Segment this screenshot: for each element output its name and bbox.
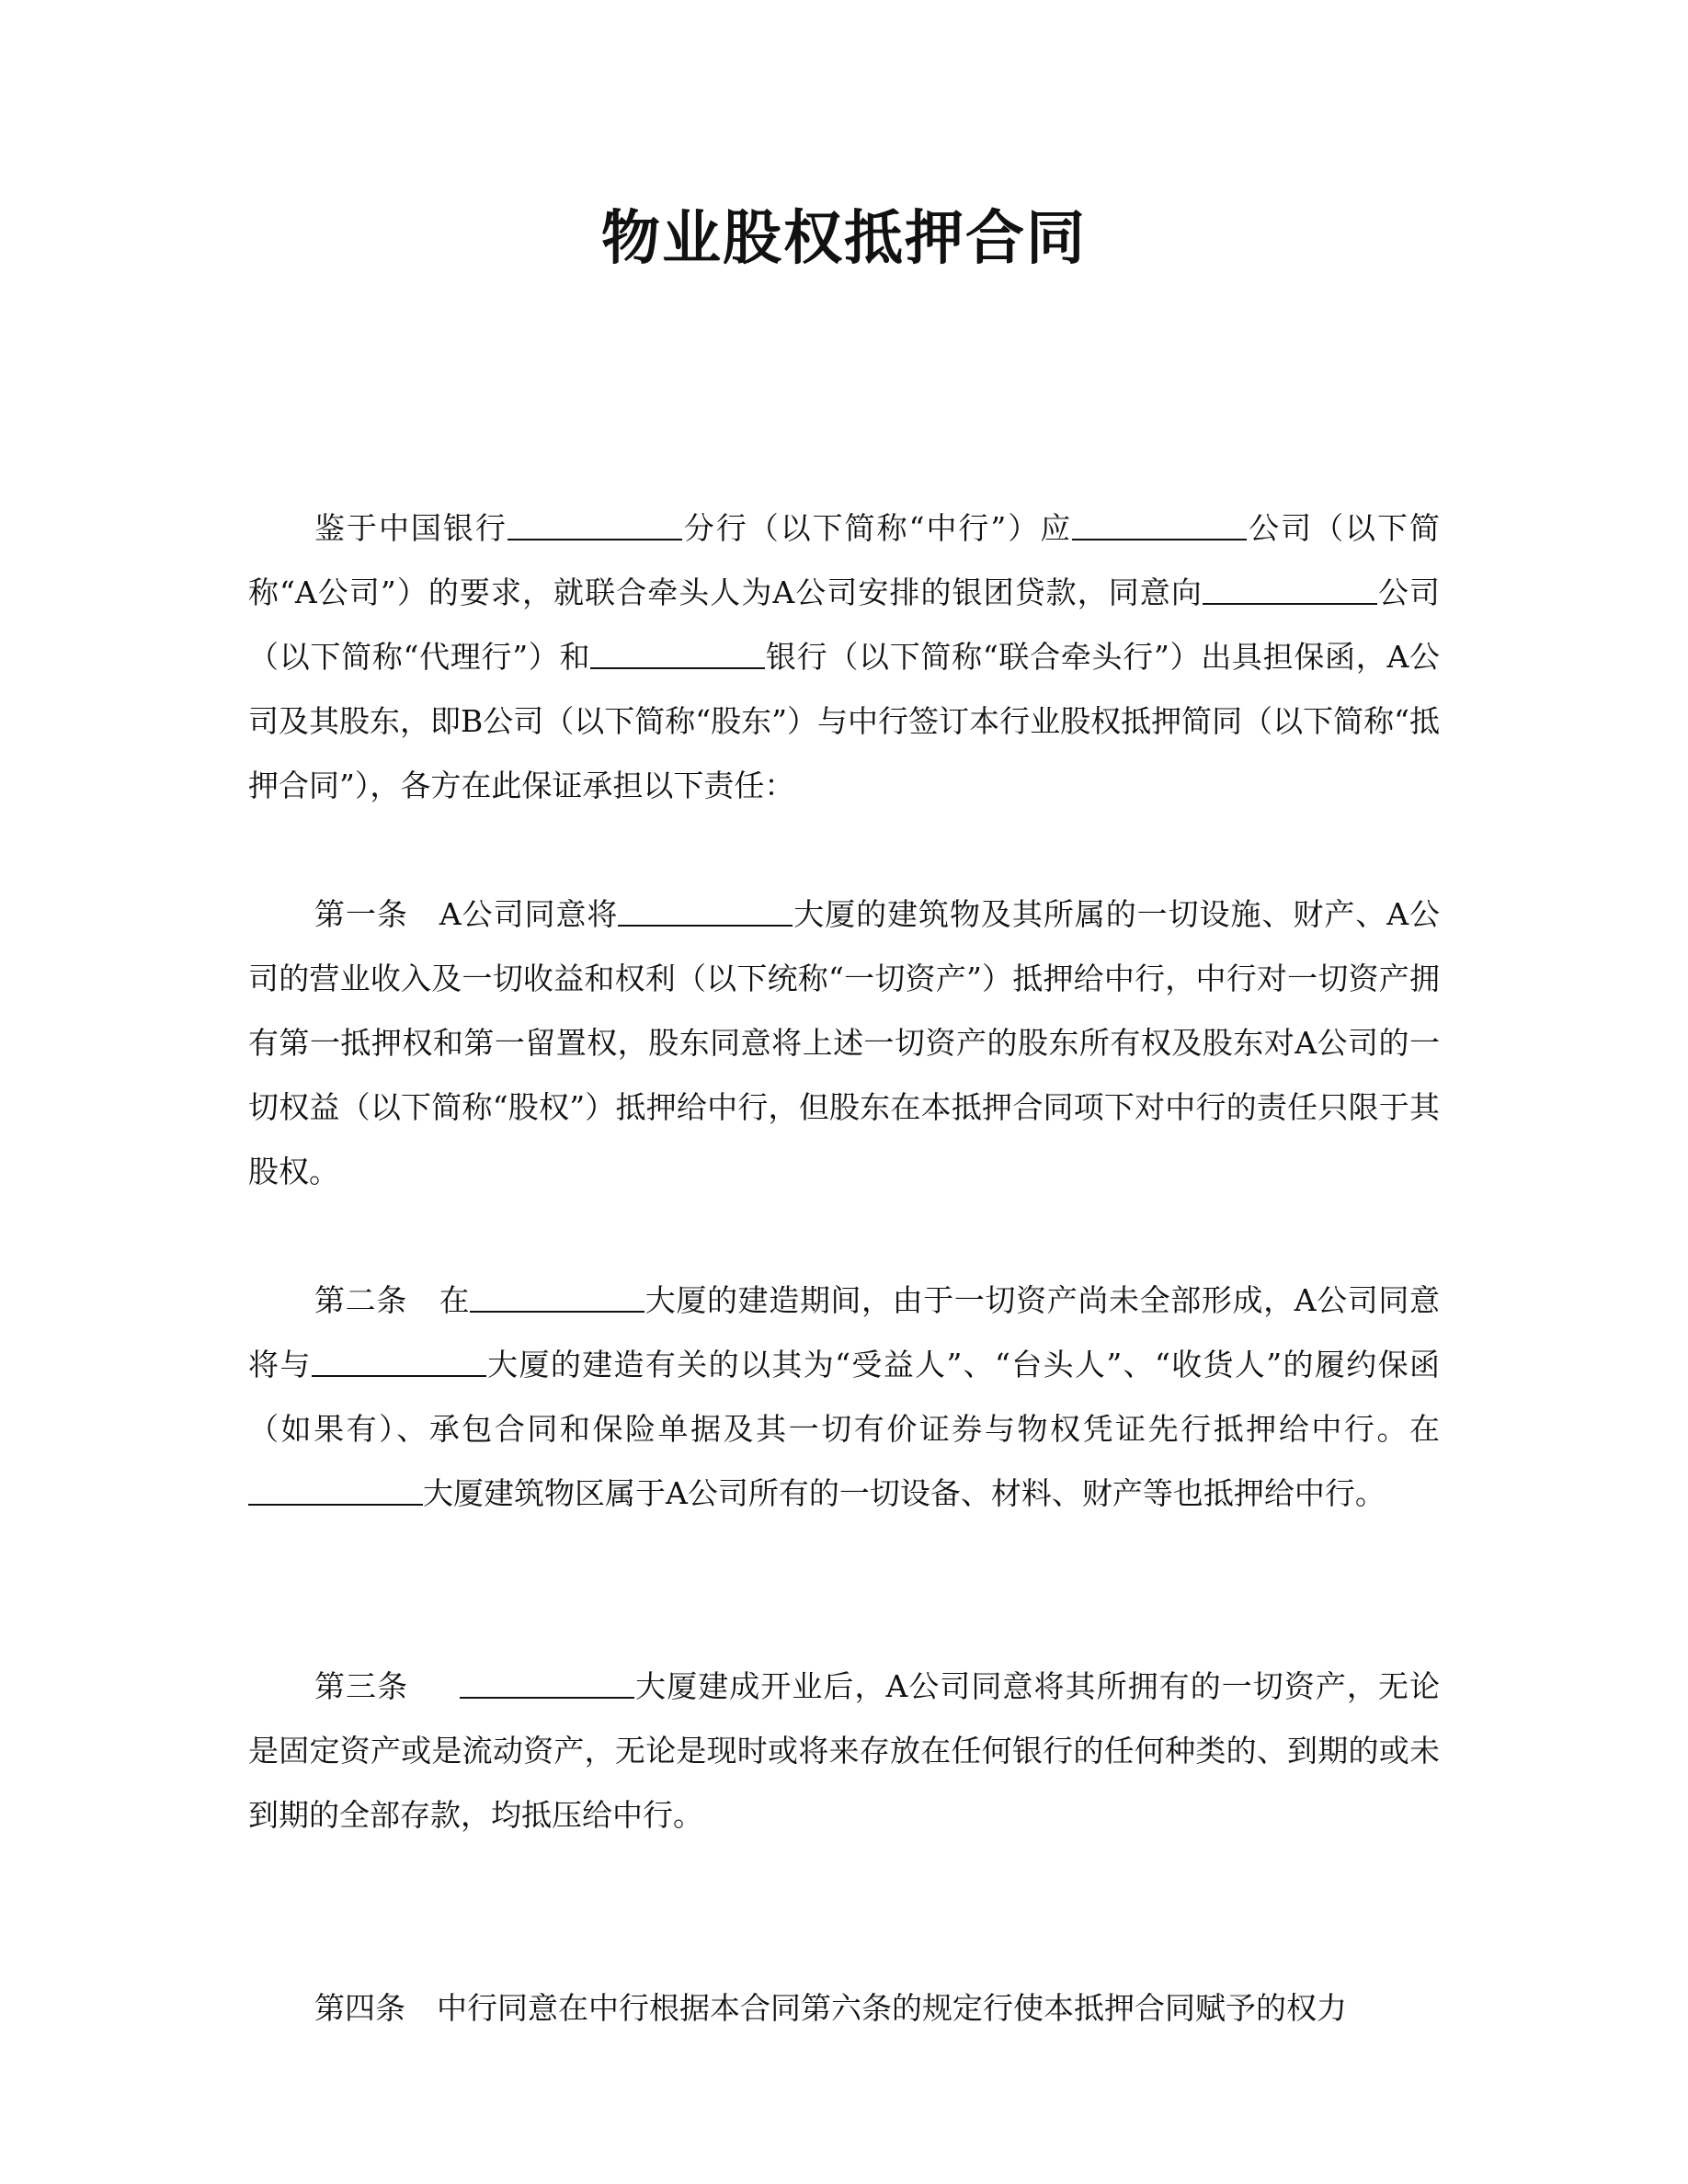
article-4-heading: 第四条 (314, 1990, 405, 2026)
blank-line (470, 1283, 644, 1313)
intro-text-1: 鉴于中国银行 (314, 510, 508, 546)
blank-line (618, 897, 793, 927)
intro-text-2: 分行（以下简称“中行”）应 (681, 510, 1073, 546)
article-2-text-4: 大厦建筑物区属于A公司所有的一切设备、材料、财产等也抵押给中行。 (423, 1475, 1386, 1511)
article-2-text-2: 大厦的建造期间，由于一切资产尚未全部形成，A公司同意将与 (248, 1282, 1441, 1382)
intro-text-4: 公司（以下简称“代理行”）和 (248, 574, 1441, 675)
article-3-text-1: 大厦建成开业后，A公司同意将其所拥有的一切资产，无论是固定资产或是流动资产，无论是现时或将来存放在任何银行的任何种类的、到期的或未到期的全部存款，均抵压给中行。 (248, 1668, 1440, 1833)
intro-text-3: 公司（以下简称“A公司”）的要求，就联合牵头人为A公司安排的银团贷款，同意向 (248, 510, 1440, 610)
intro-text-5: 银行（以下简称“联合牵头行”）出具担保函，A公司及其股东，即B公司（以下简称“股东”）与中行签订本行业股权抵押简同（以下简称“抵押合同”），各方在此保证承担以下责任： (248, 639, 1440, 803)
article-2-paragraph (248, 1268, 1440, 1526)
document-title: 物业股权抵押合同 (601, 205, 1087, 273)
blank-line (312, 1348, 486, 1377)
article-2-heading: 第二条 (314, 1282, 407, 1318)
article-1-text-1: A公司同意将 (439, 896, 619, 932)
article-3-heading: 第三条 (314, 1668, 409, 1704)
article-1-paragraph (248, 882, 1440, 1204)
intro-paragraph (248, 496, 1440, 818)
blank-line (1203, 575, 1377, 605)
article-2-text-3: 大厦的建造有关的以其为“受益人”、“台头人”、“收货人”的履约保函（如果有）、承包合同和保险单据及其一切有价证券与物权凭证先行抵押给中行。在 (248, 1347, 1440, 1447)
article-3-paragraph (248, 1655, 1440, 1848)
article-2-text-1: 在 (438, 1282, 471, 1318)
blank-line (508, 511, 682, 540)
article-1-text-2: 大厦的建筑物及其所属的一切设施、财产、A公司的营业收入及一切收益和权利（以下统称“一切资产”）抵押给中行，中行对一切资产拥有第一抵押权和第一留置权，股东同意将上述一切资产的股东所有权及股东对A公司的一切权益（以下简称“股权”）抵押给中行，但股东在本抵押合同项下对中行的责任只限于其股权。 (248, 896, 1440, 1189)
article-4-paragraph (248, 1976, 1440, 2041)
article-4-text-1: 中行同意在中行根据本合同第六条的规定行使本抵押合同赋予的权力 (437, 1990, 1347, 2026)
blank-line (460, 1669, 634, 1699)
blank-line (1072, 511, 1247, 540)
blank-line (590, 640, 765, 669)
article-1-heading: 第一条 (314, 896, 408, 932)
blank-line (248, 1476, 423, 1506)
